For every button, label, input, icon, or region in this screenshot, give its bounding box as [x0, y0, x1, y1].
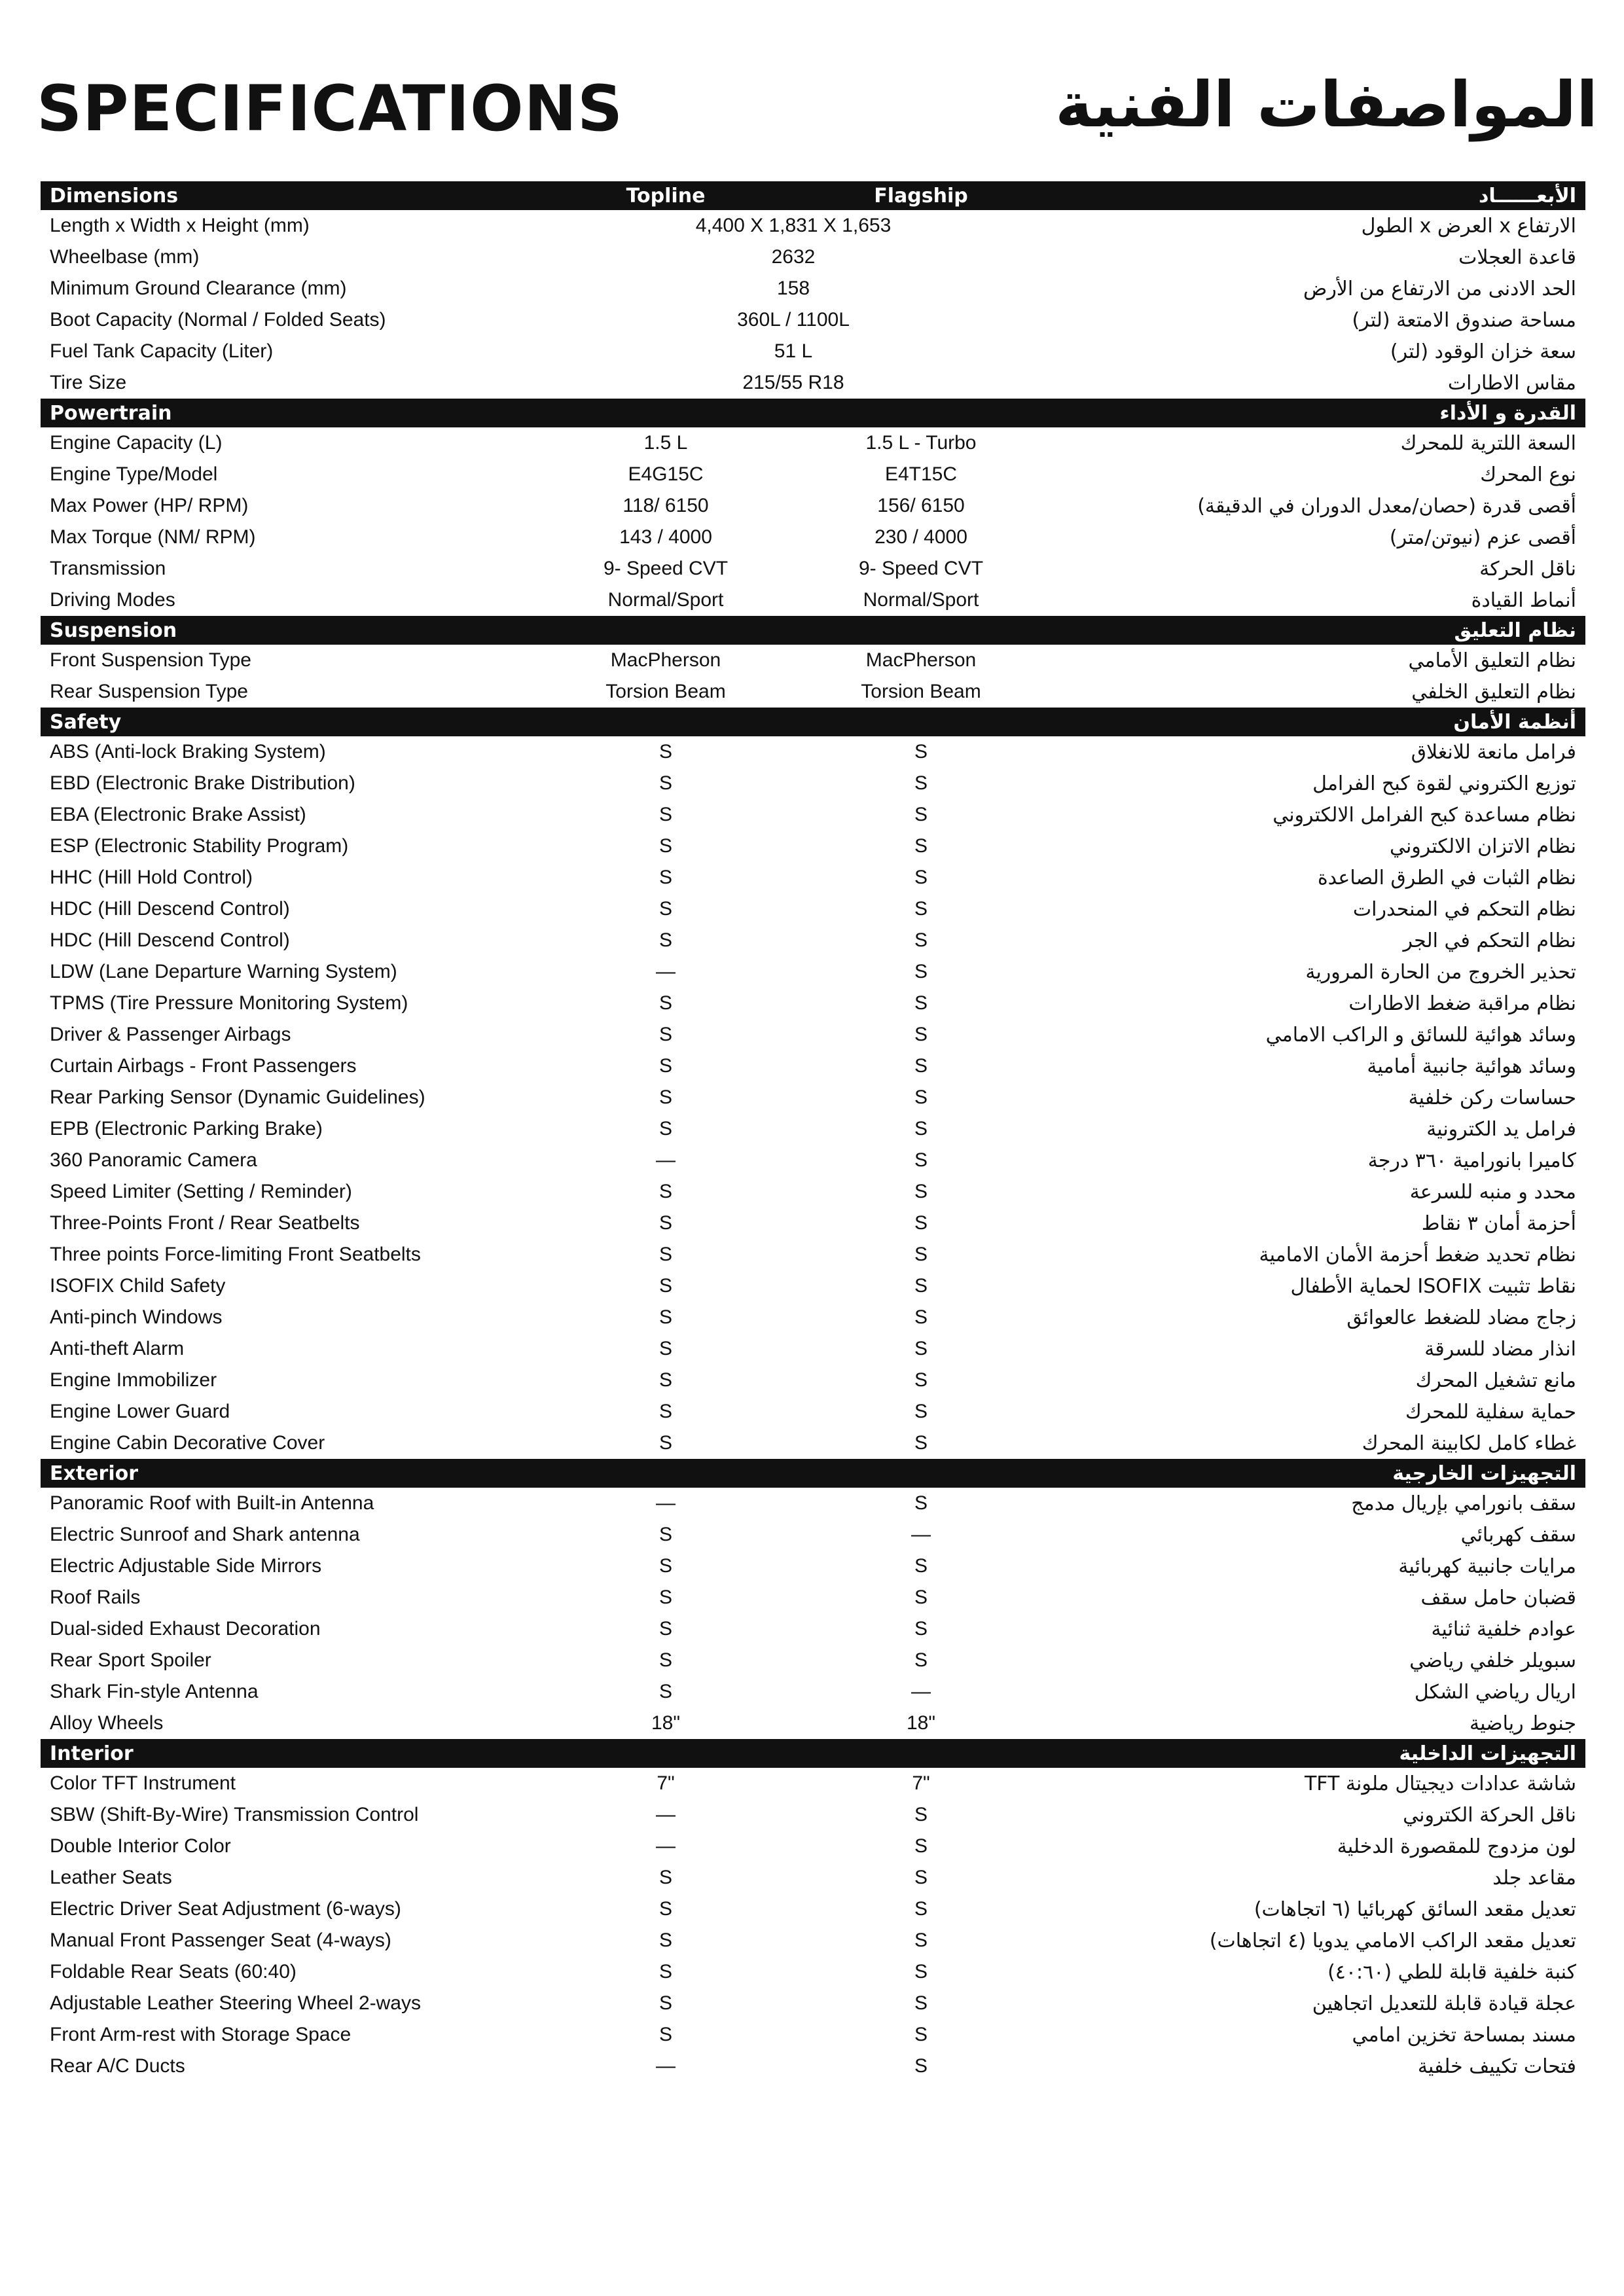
spec-value-topline: S [659, 1961, 672, 1982]
spec-row [41, 584, 1585, 616]
spec-value-topline: S [659, 1244, 672, 1265]
spec-label-english: Anti-theft Alarm [50, 1338, 185, 1359]
spec-value-flagship: S [914, 1306, 928, 1328]
spec-label-arabic: الحد الادنى من الارتفاع من الأرض [1303, 277, 1576, 300]
spec-row [41, 1799, 1585, 1831]
spec-value-topline: S [659, 1524, 672, 1545]
spec-value-flagship: S [914, 992, 928, 1014]
spec-value-flagship: S [914, 1118, 928, 1139]
spec-label-english: Electric Adjustable Side Mirrors [50, 1555, 322, 1577]
spec-row [41, 459, 1585, 490]
spec-value-topline: S [659, 1338, 672, 1359]
spec-label-english: Front Arm-rest with Storage Space [50, 2024, 352, 2045]
spec-row [41, 1956, 1585, 1988]
spec-label-arabic: محدد و منبه للسرعة [1409, 1180, 1576, 1204]
spec-value-topline: E4G15C [628, 463, 704, 485]
spec-label-arabic: اريال رياضي الشكل [1414, 1680, 1576, 1704]
spec-row [41, 862, 1585, 893]
spec-row [41, 210, 1585, 242]
spec-value-topline: MacPherson [610, 649, 721, 671]
spec-value-flagship: 18" [906, 1712, 936, 1734]
spec-row [41, 1019, 1585, 1050]
spec-label-arabic: فتحات تكييف خلفية [1417, 2054, 1576, 2078]
spec-value-flagship: S [914, 1338, 928, 1359]
spec-value-topline: S [659, 992, 672, 1014]
spec-label-english: Rear Sport Spoiler [50, 1649, 211, 1671]
spec-row [41, 490, 1585, 522]
spec-value-flagship: S [914, 929, 928, 951]
spec-value-flagship: S [914, 1555, 928, 1577]
section-title-arabic: الأبعــــــاد [1478, 184, 1576, 207]
spec-value-flagship: Torsion Beam [861, 681, 981, 702]
spec-label-english: Curtain Airbags - Front Passengers [50, 1055, 357, 1077]
spec-label-arabic: حساسات ركن خلفية [1408, 1086, 1576, 1109]
spec-label-arabic: تحذير الخروج من الحارة المرورية [1305, 960, 1576, 984]
spec-label-english: EBA (Electronic Brake Assist) [50, 804, 306, 825]
spec-row [41, 1333, 1585, 1365]
spec-row [41, 645, 1585, 676]
spec-label-english: Shark Fin-style Antenna [50, 1681, 259, 1702]
spec-row [41, 1831, 1585, 1862]
spec-value-flagship: S [914, 804, 928, 825]
spec-value-topline: S [659, 1555, 672, 1577]
spec-label-english: Minimum Ground Clearance (mm) [50, 278, 347, 299]
spec-value-topline: — [656, 961, 676, 982]
spec-value-topline: S [659, 804, 672, 825]
spec-row [41, 988, 1585, 1019]
spec-value-flagship: S [914, 1181, 928, 1202]
spec-value-topline: S [659, 1275, 672, 1297]
spec-label-arabic: مقاس الاطارات [1447, 371, 1576, 395]
spec-label-english: Foldable Rear Seats (60:40) [50, 1961, 297, 1982]
spec-label-english: Adjustable Leather Steering Wheel 2-ways [50, 1992, 421, 2014]
spec-row [41, 925, 1585, 956]
spec-row [41, 1145, 1585, 1176]
spec-label-arabic: سقف كهربائي [1460, 1523, 1576, 1547]
spec-value-flagship: S [914, 772, 928, 794]
spec-value-topline: S [659, 1929, 672, 1951]
spec-value-topline: S [659, 1867, 672, 1888]
spec-row [41, 1239, 1585, 1270]
section-title-arabic: نظام التعليق [1454, 619, 1576, 642]
spec-value-flagship: S [914, 1055, 928, 1077]
spec-label-arabic: سقف بانورامي بإريال مدمج [1351, 1492, 1576, 1515]
spec-label-arabic: زجاج مضاد للضغط عالعوائق [1346, 1306, 1576, 1329]
spec-value-flagship: E4T15C [884, 463, 958, 485]
spec-row [41, 893, 1585, 925]
spec-label-english: Tire Size [50, 372, 127, 393]
spec-value-flagship: Normal/Sport [863, 589, 979, 611]
spec-label-english: EBD (Electronic Brake Distribution) [50, 772, 355, 794]
spec-label-english: Engine Lower Guard [50, 1401, 230, 1422]
spec-value-topline: 18" [651, 1712, 681, 1734]
spec-value-topline: S [659, 1055, 672, 1077]
spec-label-english: Three points Force-limiting Front Seatbelts [50, 1244, 421, 1265]
spec-value-flagship: S [914, 898, 928, 920]
spec-row [41, 956, 1585, 988]
spec-row [41, 676, 1585, 708]
spec-row [41, 1396, 1585, 1427]
spec-label-english: SBW (Shift-By-Wire) Transmission Control [50, 1804, 419, 1825]
spec-value-flagship: 9- Speed CVT [858, 558, 984, 579]
spec-row [41, 1893, 1585, 1925]
section-title-english: Safety [50, 710, 122, 734]
spec-value-topline: — [656, 2055, 676, 2077]
spec-value-flagship: S [914, 1275, 928, 1297]
section-header [41, 1739, 1585, 1768]
spec-value-flagship: 1.5 L - Turbo [865, 432, 977, 454]
spec-row [41, 1613, 1585, 1645]
spec-row [41, 336, 1585, 367]
spec-label-arabic: نظام التعليق الخلفي [1411, 680, 1576, 704]
spec-label-arabic: مرايات جانبية كهربائية [1398, 1554, 1576, 1578]
spec-value-flagship: S [914, 1587, 928, 1608]
spec-value-topline: S [659, 1306, 672, 1328]
spec-value-topline: S [659, 1587, 672, 1608]
spec-value-flagship: MacPherson [865, 649, 977, 671]
spec-label-arabic: نظام مساعدة كبح الفرامل الالكتروني [1272, 803, 1576, 827]
spec-value-flagship: S [914, 835, 928, 857]
column-header-flagship: Flagship [874, 184, 968, 207]
page-title-arabic: المواصفات الفنية [1055, 68, 1598, 141]
spec-value-flagship: S [914, 1898, 928, 1920]
spec-label-english: Engine Capacity (L) [50, 432, 223, 454]
spec-label-english: Max Torque (NM/ RPM) [50, 526, 256, 548]
section-title-arabic: التجهيزات الداخلية [1399, 1742, 1576, 1765]
spec-value-flagship: 230 / 4000 [875, 526, 967, 548]
spec-value-topline: S [659, 1681, 672, 1702]
spec-value-flagship: — [911, 1681, 931, 1702]
spec-label-arabic: نظام التحكم في الجر [1403, 929, 1576, 952]
spec-label-arabic: مانع تشغيل المحرك [1415, 1369, 1576, 1392]
spec-value-topline: 143 / 4000 [619, 526, 712, 548]
spec-label-english: Wheelbase (mm) [50, 246, 200, 268]
spec-value-topline: S [659, 1898, 672, 1920]
specifications-table [41, 181, 1585, 2082]
spec-value-flagship: S [914, 1369, 928, 1391]
spec-value-topline: S [659, 1432, 672, 1454]
spec-label-arabic: نظام الاتزان الالكتروني [1389, 834, 1576, 858]
spec-row [41, 1208, 1585, 1239]
spec-value-flagship: 7" [912, 1772, 930, 1794]
spec-row [41, 273, 1585, 304]
spec-value-flagship: S [914, 1835, 928, 1857]
spec-value-topline: S [659, 1212, 672, 1234]
section-title-english: Suspension [50, 619, 177, 642]
spec-row [41, 1645, 1585, 1676]
spec-label-arabic: وسائد هوائية للسائق و الراكب الامامي [1265, 1023, 1576, 1047]
spec-value-topline: S [659, 2024, 672, 2045]
spec-row [41, 1270, 1585, 1302]
spec-value-flagship: S [914, 1212, 928, 1234]
spec-row [41, 1176, 1585, 1208]
spec-row [41, 1427, 1585, 1459]
spec-label-english: Speed Limiter (Setting / Reminder) [50, 1181, 352, 1202]
spec-label-arabic: كاميرا بانورامية ٣٦٠ درجة [1367, 1149, 1576, 1172]
spec-label-english: Fuel Tank Capacity (Liter) [50, 340, 274, 362]
spec-row [41, 1082, 1585, 1113]
spec-value-flagship: 156/ 6150 [877, 495, 965, 516]
spec-label-arabic: أحزمة أمان ٣ نقاط [1421, 1211, 1576, 1235]
spec-label-english: Engine Immobilizer [50, 1369, 217, 1391]
spec-value-flagship: S [914, 1961, 928, 1982]
spec-value-flagship: S [914, 741, 928, 762]
spec-label-arabic: نظام التعليق الأمامي [1408, 649, 1576, 672]
spec-value-both: 51 L [774, 340, 813, 362]
spec-label-arabic: نظام الثبات في الطرق الصاعدة [1317, 866, 1576, 889]
spec-label-english: Leather Seats [50, 1867, 172, 1888]
spec-label-arabic: مسند بمساحة تخزين امامي [1352, 2023, 1576, 2047]
spec-row [41, 1582, 1585, 1613]
section-title-english: Interior [50, 1742, 134, 1765]
spec-row [41, 1925, 1585, 1956]
spec-label-english: Driving Modes [50, 589, 175, 611]
spec-label-english: Dual-sided Exhaust Decoration [50, 1618, 321, 1640]
spec-label-english: Anti-pinch Windows [50, 1306, 223, 1328]
spec-row [41, 1519, 1585, 1551]
spec-label-arabic: سعة خزان الوقود (لتر) [1390, 340, 1576, 363]
spec-value-topline: 7" [657, 1772, 675, 1794]
spec-value-topline: S [659, 929, 672, 951]
spec-label-english: 360 Panoramic Camera [50, 1149, 257, 1171]
spec-label-arabic: سبويلر خلفي رياضي [1409, 1649, 1576, 1672]
spec-value-topline: S [659, 741, 672, 762]
spec-value-flagship: S [914, 867, 928, 888]
spec-value-flagship: S [914, 1086, 928, 1108]
spec-row [41, 367, 1585, 399]
spec-label-arabic: ناقل الحركة الكتروني [1403, 1803, 1576, 1827]
spec-label-arabic: مقاعد جلد [1492, 1866, 1576, 1890]
section-header [41, 399, 1585, 427]
spec-value-flagship: S [914, 1804, 928, 1825]
spec-value-topline: S [659, 898, 672, 920]
spec-label-english: HDC (Hill Descend Control) [50, 929, 290, 951]
spec-label-english: HHC (Hill Hold Control) [50, 867, 253, 888]
spec-value-flagship: S [914, 1149, 928, 1171]
spec-value-flagship: — [911, 1524, 931, 1545]
spec-label-arabic: نظام تحديد ضغط أحزمة الأمان الامامية [1259, 1243, 1576, 1266]
spec-value-flagship: S [914, 1432, 928, 1454]
spec-value-both: 2632 [771, 246, 816, 268]
spec-label-arabic: نظام التحكم في المنحدرات [1352, 897, 1576, 921]
spec-label-english: ABS (Anti-lock Braking System) [50, 741, 326, 762]
spec-value-flagship: S [914, 1244, 928, 1265]
spec-label-arabic: شاشة عدادات ديجيتال ملونة TFT [1304, 1772, 1576, 1795]
spec-value-flagship: S [914, 1492, 928, 1514]
spec-label-arabic: توزيع الكتروني لقوة كبح الفرامل [1312, 772, 1576, 795]
spec-value-flagship: S [914, 2024, 928, 2045]
spec-label-arabic: ناقل الحركة [1479, 557, 1576, 581]
spec-value-topline: S [659, 1401, 672, 1422]
spec-row [41, 1302, 1585, 1333]
spec-row [41, 1708, 1585, 1739]
spec-row [41, 1988, 1585, 2019]
spec-row [41, 242, 1585, 273]
spec-row [41, 427, 1585, 459]
section-title-arabic: القدرة و الأداء [1439, 401, 1576, 425]
spec-label-english: Rear Parking Sensor (Dynamic Guidelines) [50, 1086, 425, 1108]
spec-label-english: Double Interior Color [50, 1835, 231, 1857]
spec-label-english: ISOFIX Child Safety [50, 1275, 226, 1297]
spec-value-topline: 9- Speed CVT [603, 558, 729, 579]
spec-label-english: Electric Driver Seat Adjustment (6-ways) [50, 1898, 401, 1920]
spec-row [41, 1551, 1585, 1582]
spec-value-flagship: S [914, 1649, 928, 1671]
spec-label-english: Panoramic Roof with Built-in Antenna [50, 1492, 374, 1514]
spec-row [41, 2019, 1585, 2051]
spec-label-english: Roof Rails [50, 1587, 141, 1608]
spec-label-english: Driver & Passenger Airbags [50, 1024, 291, 1045]
spec-row [41, 1768, 1585, 1799]
spec-value-both: 360L / 1100L [737, 309, 850, 331]
spec-label-arabic: جنوط رياضية [1470, 1712, 1576, 1735]
section-title-english: Powertrain [50, 401, 172, 425]
spec-value-topline: S [659, 1118, 672, 1139]
spec-label-arabic: نقاط تثبيت ISOFIX لحماية الأطفال [1290, 1274, 1576, 1298]
spec-value-topline: S [659, 1181, 672, 1202]
spec-value-flagship: S [914, 961, 928, 982]
spec-label-english: Max Power (HP/ RPM) [50, 495, 249, 516]
spec-label-english: Manual Front Passenger Seat (4-ways) [50, 1929, 391, 1951]
spec-label-english: Three-Points Front / Rear Seatbelts [50, 1212, 360, 1234]
spec-label-english: Engine Cabin Decorative Cover [50, 1432, 325, 1454]
spec-value-flagship: S [914, 1024, 928, 1045]
section-header [41, 616, 1585, 645]
spec-value-topline: Normal/Sport [607, 589, 724, 611]
spec-label-arabic: كنبة خلفية قابلة للطي (٤٠:٦٠) [1327, 1960, 1576, 1984]
spec-label-english: Length x Width x Height (mm) [50, 215, 310, 236]
spec-label-english: ESP (Electronic Stability Program) [50, 835, 349, 857]
spec-row [41, 1862, 1585, 1893]
spec-label-arabic: عجلة قيادة قابلة للتعديل اتجاهين [1312, 1992, 1576, 2015]
spec-value-topline: S [659, 867, 672, 888]
spec-label-arabic: فرامل مانعة للانغلاق [1411, 740, 1576, 764]
spec-value-topline: S [659, 1992, 672, 2014]
spec-value-topline: S [659, 1369, 672, 1391]
spec-label-arabic: تعديل مقعد الراكب الامامي يدويا (٤ اتجاهات) [1209, 1929, 1576, 1952]
spec-row [41, 736, 1585, 768]
spec-value-flagship: S [914, 1929, 928, 1951]
spec-row [41, 553, 1585, 584]
spec-label-english: Rear A/C Ducts [50, 2055, 185, 2077]
spec-row [41, 522, 1585, 553]
spec-value-topline: 118/ 6150 [623, 495, 709, 516]
spec-row [41, 1050, 1585, 1082]
section-title-english: Dimensions [50, 184, 179, 207]
spec-row [41, 831, 1585, 862]
section-title-english: Exterior [50, 1462, 139, 1485]
section-title-arabic: أنظمة الأمان [1453, 710, 1576, 734]
spec-label-english: Alloy Wheels [50, 1712, 164, 1734]
spec-label-arabic: مساحة صندوق الامتعة (لتر) [1352, 308, 1576, 332]
spec-label-english: Engine Type/Model [50, 463, 218, 485]
spec-label-arabic: أقصى عزم (نيوتن/متر) [1389, 526, 1576, 549]
spec-row [41, 1488, 1585, 1519]
spec-label-arabic: لون مزدوج للمقصورة الدخلية [1337, 1835, 1576, 1858]
spec-label-arabic: قضبان حامل سقف [1420, 1586, 1576, 1609]
spec-value-flagship: S [914, 2055, 928, 2077]
spec-value-both: 4,400 X 1,831 X 1,653 [695, 215, 892, 236]
spec-value-topline: — [656, 1149, 676, 1171]
spec-value-flagship: S [914, 1992, 928, 2014]
spec-label-arabic: السعة اللترية للمحرك [1400, 431, 1576, 455]
spec-label-arabic: قاعدة العجلات [1458, 245, 1576, 269]
spec-value-both: 215/55 R18 [742, 372, 844, 393]
spec-value-flagship: S [914, 1867, 928, 1888]
spec-row [41, 1676, 1585, 1708]
spec-value-topline: S [659, 835, 672, 857]
spec-label-arabic: حماية سفلية للمحرك [1405, 1400, 1576, 1424]
spec-value-both: 158 [776, 278, 810, 299]
spec-label-english: Color TFT Instrument [50, 1772, 236, 1794]
spec-label-english: Front Suspension Type [50, 649, 251, 671]
spec-label-english: Boot Capacity (Normal / Folded Seats) [50, 309, 386, 331]
spec-label-arabic: غطاء كامل لكابينة المحرك [1362, 1431, 1576, 1455]
page-title-english: SPECIFICATIONS [37, 72, 624, 145]
spec-value-topline: Torsion Beam [605, 681, 726, 702]
spec-row [41, 2051, 1585, 2082]
spec-row [41, 1365, 1585, 1396]
section-title-arabic: التجهيزات الخارجية [1392, 1462, 1576, 1485]
spec-label-arabic: عوادم خلفية ثنائية [1431, 1617, 1576, 1641]
spec-label-english: TPMS (Tire Pressure Monitoring System) [50, 992, 408, 1014]
spec-label-arabic: الارتفاع x العرض x الطول [1361, 214, 1576, 238]
spec-value-topline: S [659, 1086, 672, 1108]
spec-label-english: Electric Sunroof and Shark antenna [50, 1524, 360, 1545]
spec-label-arabic: تعديل مقعد السائق كهربائيا (٦ اتجاهات) [1254, 1897, 1576, 1921]
spec-value-topline: — [656, 1835, 676, 1857]
spec-label-arabic: وسائد هوائية جانبية أمامية [1367, 1054, 1576, 1078]
spec-label-arabic: أنماط القيادة [1471, 588, 1576, 612]
spec-label-english: Rear Suspension Type [50, 681, 248, 702]
spec-label-arabic: انذار مضاد للسرقة [1424, 1337, 1576, 1361]
spec-value-topline: — [656, 1804, 676, 1825]
spec-value-topline: S [659, 1024, 672, 1045]
spec-label-arabic: نوع المحرك [1480, 463, 1576, 486]
spec-value-flagship: S [914, 1618, 928, 1640]
spec-label-english: Transmission [50, 558, 166, 579]
spec-value-topline: S [659, 1649, 672, 1671]
section-header [41, 708, 1585, 736]
spec-label-arabic: فرامل يد الكترونية [1426, 1117, 1576, 1141]
spec-value-topline: S [659, 1618, 672, 1640]
spec-row [41, 304, 1585, 336]
spec-value-flagship: S [914, 1401, 928, 1422]
spec-label-arabic: أقصى قدرة (حصان/معدل الدوران في الدقيقة) [1197, 494, 1576, 518]
spec-label-arabic: نظام مراقبة ضغط الاطارات [1348, 992, 1576, 1015]
spec-row [41, 1113, 1585, 1145]
column-header-topline: Topline [626, 184, 706, 207]
spec-label-english: EPB (Electronic Parking Brake) [50, 1118, 323, 1139]
spec-value-topline: 1.5 L [643, 432, 688, 454]
spec-value-topline: — [656, 1492, 676, 1514]
spec-label-english: HDC (Hill Descend Control) [50, 898, 290, 920]
spec-value-topline: S [659, 772, 672, 794]
spec-row [41, 768, 1585, 799]
section-header [41, 181, 1585, 210]
section-header [41, 1459, 1585, 1488]
spec-row [41, 799, 1585, 831]
spec-label-english: LDW (Lane Departure Warning System) [50, 961, 397, 982]
